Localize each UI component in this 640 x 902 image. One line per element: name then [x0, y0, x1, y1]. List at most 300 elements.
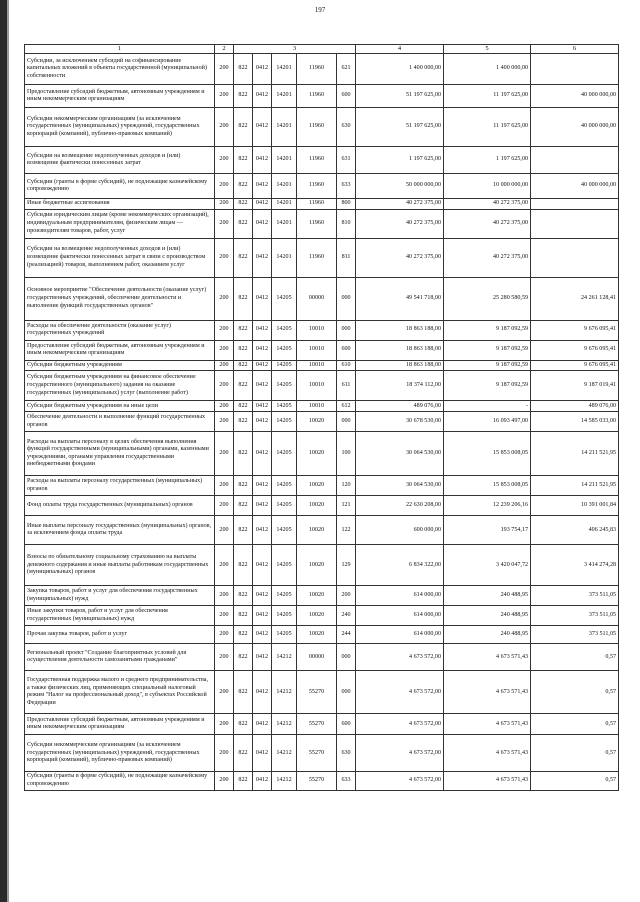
code-cell: 822	[234, 147, 253, 174]
code-cell: 822	[234, 108, 253, 147]
amount-cell: 16 093 497,00	[444, 412, 531, 432]
code-cell: 822	[234, 412, 253, 432]
code-cell: 200	[215, 340, 234, 360]
code-cell: 10010	[297, 371, 337, 401]
table-row	[25, 54, 619, 85]
code-cell: 822	[234, 320, 253, 340]
amount-cell: 40 272 375,00	[356, 199, 444, 210]
amount-cell: 614 000,00	[356, 586, 444, 606]
code-cell: 0412	[253, 340, 272, 360]
table-row	[25, 108, 619, 147]
header-cell: 2	[215, 45, 234, 54]
code-cell: 0412	[253, 735, 272, 772]
amount-cell: 240 488,95	[444, 586, 531, 606]
code-cell: 200	[215, 108, 234, 147]
amount-cell: 4 673 571,43	[444, 735, 531, 772]
code-cell: 0412	[253, 606, 272, 626]
code-cell: 822	[234, 626, 253, 644]
code-cell: 14201	[272, 108, 297, 147]
scan-edge	[0, 0, 7, 902]
code-cell: 00000	[297, 644, 337, 671]
code-cell: 200	[215, 320, 234, 340]
code-cell: 14201	[272, 199, 297, 210]
amount-cell: 240 488,95	[444, 626, 531, 644]
header-cell: 3	[234, 45, 356, 54]
amount-cell: 15 853 008,05	[444, 476, 531, 496]
table-row	[25, 340, 619, 360]
code-cell: 200	[215, 714, 234, 735]
code-cell: 55270	[297, 772, 337, 790]
code-cell: 822	[234, 735, 253, 772]
code-cell: 0412	[253, 174, 272, 199]
code-cell: 0412	[253, 85, 272, 108]
code-cell: 122	[337, 516, 356, 545]
code-cell: 600	[337, 85, 356, 108]
code-cell: 10020	[297, 545, 337, 586]
amount-cell: 489 076,00	[531, 401, 619, 412]
code-cell: 0412	[253, 714, 272, 735]
amount-cell: 4 673 572,00	[356, 671, 444, 714]
table-row	[25, 147, 619, 174]
code-cell: 10020	[297, 432, 337, 476]
amount-cell: 24 261 128,41	[531, 277, 619, 320]
table-row	[25, 545, 619, 586]
code-cell: 10020	[297, 586, 337, 606]
amount-cell: 30 064 530,00	[356, 476, 444, 496]
code-cell: 10020	[297, 412, 337, 432]
code-cell: 822	[234, 209, 253, 238]
amount-cell: 0,57	[531, 671, 619, 714]
code-cell: 200	[215, 432, 234, 476]
code-cell: 10020	[297, 626, 337, 644]
amount-cell: 489 076,00	[356, 401, 444, 412]
row-name-cell: Предоставление субсидий бюджетным, автономным учреждениям и иным некоммерческим организациям	[25, 714, 215, 735]
code-cell: 200	[215, 277, 234, 320]
table-row	[25, 516, 619, 545]
amount-cell	[531, 209, 619, 238]
table-row	[25, 209, 619, 238]
amount-cell: 0,57	[531, 772, 619, 790]
code-cell: 200	[215, 147, 234, 174]
code-cell: 000	[337, 320, 356, 340]
code-cell: 11960	[297, 209, 337, 238]
amount-cell: 18 863 188,00	[356, 320, 444, 340]
amount-cell: 15 853 008,05	[444, 432, 531, 476]
table-row	[25, 174, 619, 199]
table-row	[25, 85, 619, 108]
code-cell: 0412	[253, 644, 272, 671]
amount-cell: 193 754,17	[444, 516, 531, 545]
code-cell: 631	[337, 147, 356, 174]
row-name-cell: Закупка товаров, работ и услуг для обеспечения государственных (муниципальных) нужд	[25, 586, 215, 606]
code-cell: 822	[234, 360, 253, 371]
amount-cell: 0,57	[531, 735, 619, 772]
row-name-cell: Субсидии бюджетным учреждениям на финансовое обеспечение государственного (муниципального) задания на оказание государственных (муниципальных) услуг (выполнение работ)	[25, 371, 215, 401]
code-cell: 000	[337, 412, 356, 432]
table-row	[25, 360, 619, 371]
code-cell: 200	[215, 586, 234, 606]
code-cell: 11960	[297, 54, 337, 85]
header-cell: 4	[356, 45, 444, 54]
code-cell: 10010	[297, 340, 337, 360]
amount-cell: 4 673 572,00	[356, 714, 444, 735]
amount-cell: 614 000,00	[356, 606, 444, 626]
row-name-cell: Расходы на выплаты персоналу государственных (муниципальных) органов	[25, 476, 215, 496]
code-cell: 0412	[253, 496, 272, 516]
code-cell: 14212	[272, 644, 297, 671]
row-name-cell: Расходы на выплаты персоналу в целях обеспечения выполнения функций государственными (муниципальными) органами, казенными учреждениями, органами управления государственными внебюджетными фондами	[25, 432, 215, 476]
code-cell: 14205	[272, 516, 297, 545]
code-cell: 0412	[253, 586, 272, 606]
amount-cell: 3 420 047,72	[444, 545, 531, 586]
code-cell: 200	[215, 209, 234, 238]
code-cell: 822	[234, 174, 253, 199]
code-cell: 121	[337, 496, 356, 516]
code-cell: 14205	[272, 586, 297, 606]
table-row	[25, 586, 619, 606]
amount-cell: 4 673 572,00	[356, 644, 444, 671]
amount-cell: 12 239 206,16	[444, 496, 531, 516]
code-cell: 200	[215, 360, 234, 371]
amount-cell: 0,57	[531, 714, 619, 735]
code-cell: 612	[337, 401, 356, 412]
code-cell: 129	[337, 545, 356, 586]
code-cell: 11960	[297, 85, 337, 108]
code-cell: 0412	[253, 320, 272, 340]
code-cell: 611	[337, 371, 356, 401]
code-cell: 00000	[297, 277, 337, 320]
amount-cell: 0,57	[531, 644, 619, 671]
table-row	[25, 671, 619, 714]
code-cell: 200	[215, 735, 234, 772]
table-row	[25, 714, 619, 735]
amount-cell: 4 673 571,43	[444, 671, 531, 714]
amount-cell: 373 511,05	[531, 586, 619, 606]
code-cell: 244	[337, 626, 356, 644]
code-cell: 200	[215, 54, 234, 85]
table-row	[25, 735, 619, 772]
amount-cell	[531, 238, 619, 277]
code-cell: 810	[337, 209, 356, 238]
code-cell: 600	[337, 340, 356, 360]
code-cell: 200	[215, 174, 234, 199]
amount-cell: 9 187 092,59	[444, 340, 531, 360]
amount-cell: 9 187 092,59	[444, 320, 531, 340]
scan-edge-shadow	[7, 0, 9, 902]
row-name-cell: Государственная поддержка малого и среднего предпринимательства, а также физических лиц, применяющих специальный налоговый режим "Налог на профессиональный доход", в субъектах Российской Федерации	[25, 671, 215, 714]
table-row	[25, 644, 619, 671]
amount-cell: 18 863 188,00	[356, 340, 444, 360]
row-name-cell: Субсидии некоммерческим организациям (за исключением государственных (муниципальных) учреждений, государственных корпораций (компаний), публично-правовых компаний)	[25, 108, 215, 147]
code-cell: 0412	[253, 147, 272, 174]
code-cell: 200	[215, 476, 234, 496]
code-cell: 200	[215, 671, 234, 714]
code-cell: 55270	[297, 671, 337, 714]
table-row	[25, 277, 619, 320]
code-cell: 822	[234, 199, 253, 210]
code-cell: 822	[234, 671, 253, 714]
amount-cell: 4 673 571,43	[444, 644, 531, 671]
table-row	[25, 401, 619, 412]
table-row	[25, 496, 619, 516]
amount-cell: 9 676 095,41	[531, 340, 619, 360]
code-cell: 14205	[272, 626, 297, 644]
code-cell: 630	[337, 108, 356, 147]
amount-cell: 1 400 000,00	[356, 54, 444, 85]
code-cell: 200	[215, 199, 234, 210]
code-cell: 14205	[272, 496, 297, 516]
amount-cell: 22 630 208,00	[356, 496, 444, 516]
amount-cell: 10 000 000,00	[444, 174, 531, 199]
header-cell: 5	[444, 45, 531, 54]
table-row	[25, 432, 619, 476]
header-row	[25, 45, 619, 54]
code-cell: 14205	[272, 476, 297, 496]
amount-cell: 614 000,00	[356, 626, 444, 644]
code-cell: 200	[215, 496, 234, 516]
table-row	[25, 412, 619, 432]
code-cell: 822	[234, 496, 253, 516]
amount-cell: 4 673 571,43	[444, 714, 531, 735]
code-cell: 14201	[272, 209, 297, 238]
code-cell: 200	[215, 238, 234, 277]
code-cell: 621	[337, 54, 356, 85]
code-cell: 610	[337, 360, 356, 371]
code-cell: 0412	[253, 401, 272, 412]
row-name-cell: Фонд оплаты труда государственных (муниципальных) органов	[25, 496, 215, 516]
amount-cell: 14 585 033,00	[531, 412, 619, 432]
code-cell: 000	[337, 644, 356, 671]
code-cell: 822	[234, 432, 253, 476]
row-name-cell: Субсидии (гранты в форме субсидий), не подлежащие казначейскому сопровождению	[25, 174, 215, 199]
amount-cell: 600 000,00	[356, 516, 444, 545]
amount-cell: 25 280 580,59	[444, 277, 531, 320]
code-cell: 811	[337, 238, 356, 277]
row-name-cell: Взносы по обязательному социальному страхованию на выплаты денежного содержания и иные выплаты работникам государственных (муниципальных) органов	[25, 545, 215, 586]
code-cell: 822	[234, 516, 253, 545]
code-cell: 822	[234, 644, 253, 671]
amount-cell: 9 187 019,41	[531, 371, 619, 401]
code-cell: 200	[215, 626, 234, 644]
row-name-cell: Иные бюджетные ассигнования	[25, 199, 215, 210]
amount-cell: 4 673 572,00	[356, 735, 444, 772]
code-cell: 10010	[297, 401, 337, 412]
amount-cell: 18 374 112,00	[356, 371, 444, 401]
code-cell: 0412	[253, 476, 272, 496]
code-cell: 14201	[272, 174, 297, 199]
table-row	[25, 606, 619, 626]
code-cell: 14205	[272, 606, 297, 626]
amount-cell: 40 272 375,00	[356, 238, 444, 277]
code-cell: 822	[234, 238, 253, 277]
code-cell: 11960	[297, 199, 337, 210]
code-cell: 200	[215, 401, 234, 412]
code-cell: 14205	[272, 320, 297, 340]
amount-cell: 51 197 625,00	[356, 108, 444, 147]
code-cell: 200	[215, 85, 234, 108]
code-cell: 14205	[272, 340, 297, 360]
code-cell: 11960	[297, 108, 337, 147]
amount-cell: 14 211 521,95	[531, 432, 619, 476]
amount-cell: 40 272 375,00	[356, 209, 444, 238]
code-cell: 0412	[253, 545, 272, 586]
code-cell: 200	[215, 545, 234, 586]
code-cell: 0412	[253, 772, 272, 790]
amount-cell: 373 511,05	[531, 626, 619, 644]
code-cell: 0412	[253, 432, 272, 476]
code-cell: 14205	[272, 432, 297, 476]
code-cell: 11960	[297, 174, 337, 199]
code-cell: 200	[215, 606, 234, 626]
code-cell: 822	[234, 606, 253, 626]
code-cell: 0412	[253, 238, 272, 277]
amount-cell	[531, 199, 619, 210]
amount-cell: 3 414 274,28	[531, 545, 619, 586]
row-name-cell: Расходы на обеспечение деятельности (оказание услуг) государственных учреждений	[25, 320, 215, 340]
row-name-cell: Иные закупки товаров, работ и услуг для обеспечения государственных (муниципальных) нужд	[25, 606, 215, 626]
code-cell: 822	[234, 340, 253, 360]
row-name-cell: Субсидии бюджетным учреждениям на иные цели	[25, 401, 215, 412]
code-cell: 11960	[297, 238, 337, 277]
code-cell: 822	[234, 586, 253, 606]
amount-cell: 40 272 375,00	[444, 199, 531, 210]
row-name-cell: Региональный проект "Создание благоприятных условий для осуществления деятельности самозанятыми гражданами"	[25, 644, 215, 671]
code-cell: 822	[234, 545, 253, 586]
amount-cell: 40 000 000,00	[531, 85, 619, 108]
header-cell: 1	[25, 45, 215, 54]
table-row	[25, 238, 619, 277]
code-cell: 800	[337, 199, 356, 210]
code-cell: 630	[337, 735, 356, 772]
code-cell: 200	[215, 412, 234, 432]
code-cell: 000	[337, 671, 356, 714]
code-cell: 200	[215, 644, 234, 671]
code-cell: 0412	[253, 108, 272, 147]
amount-cell: 40 000 000,00	[531, 108, 619, 147]
code-cell: 822	[234, 54, 253, 85]
row-name-cell: Предоставление субсидий бюджетным, автономным учреждениям и иным некоммерческим организациям	[25, 85, 215, 108]
code-cell: 0412	[253, 199, 272, 210]
code-cell: 0412	[253, 626, 272, 644]
code-cell: 10010	[297, 320, 337, 340]
amount-cell: 9 676 095,41	[531, 360, 619, 371]
code-cell: 633	[337, 772, 356, 790]
code-cell: 200	[215, 516, 234, 545]
code-cell: 822	[234, 371, 253, 401]
row-name-cell: Предоставление субсидий бюджетным, автономным учреждениям и иным некоммерческим организациям	[25, 340, 215, 360]
code-cell: 240	[337, 606, 356, 626]
code-cell: 0412	[253, 54, 272, 85]
code-cell: 14205	[272, 277, 297, 320]
amount-cell: 9 676 095,41	[531, 320, 619, 340]
code-cell: 14212	[272, 714, 297, 735]
code-cell: 14205	[272, 412, 297, 432]
code-cell: 14205	[272, 371, 297, 401]
amount-cell: 30 064 530,00	[356, 432, 444, 476]
amount-cell: 373 511,05	[531, 606, 619, 626]
table-row	[25, 320, 619, 340]
row-name-cell: Субсидии юридическим лицам (кроме некоммерческих организаций), индивидуальным предпринимателям, физическим лицам — производителям товаров, работ, услуг	[25, 209, 215, 238]
amount-cell: -	[444, 401, 531, 412]
row-name-cell: Субсидии, за исключением субсидий на софинансирование капитальных вложений в объекты государственной (муниципальной) собственности	[25, 54, 215, 85]
page-number: 197	[314, 6, 326, 14]
table-row	[25, 199, 619, 210]
amount-cell: 30 678 530,00	[356, 412, 444, 432]
row-name-cell: Субсидии на возмещение недополученных доходов и (или) возмещение фактически понесенных затрат в связи с производством (реализацией) товаров, выполнением работ, оказанием услуг	[25, 238, 215, 277]
code-cell: 0412	[253, 671, 272, 714]
amount-cell: 18 863 188,00	[356, 360, 444, 371]
amount-cell: 40 272 375,00	[444, 238, 531, 277]
code-cell: 200	[215, 772, 234, 790]
header-cell: 6	[531, 45, 619, 54]
code-cell: 822	[234, 401, 253, 412]
amount-cell: 14 211 521,95	[531, 476, 619, 496]
table-row	[25, 371, 619, 401]
amount-cell: 1 400 000,00	[444, 54, 531, 85]
code-cell: 14212	[272, 671, 297, 714]
code-cell: 822	[234, 714, 253, 735]
code-cell: 120	[337, 476, 356, 496]
amount-cell: 1 197 625,00	[356, 147, 444, 174]
amount-cell	[531, 54, 619, 85]
amount-cell: 51 197 625,00	[356, 85, 444, 108]
code-cell: 0412	[253, 277, 272, 320]
amount-cell	[531, 147, 619, 174]
row-name-cell: Субсидии (гранты в форме субсидий), не подлежащие казначейскому сопровождению	[25, 772, 215, 790]
code-cell: 14201	[272, 147, 297, 174]
code-cell: 200	[215, 371, 234, 401]
code-cell: 000	[337, 277, 356, 320]
row-name-cell: Субсидии некоммерческим организациям (за исключением государственных (муниципальных) учреждений, государственных корпораций (компаний), публично-правовых компаний)	[25, 735, 215, 772]
code-cell: 14205	[272, 401, 297, 412]
table-row	[25, 772, 619, 790]
row-name-cell: Основное мероприятие "Обеспечение деятельности (оказание услуг) государственных учреждений, обеспечение деятельности и выполнение функций государственных органов"	[25, 277, 215, 320]
code-cell: 822	[234, 277, 253, 320]
amount-cell: 10 391 001,84	[531, 496, 619, 516]
code-cell: 0412	[253, 209, 272, 238]
row-name-cell: Прочая закупка товаров, работ и услуг	[25, 626, 215, 644]
row-name-cell: Субсидии на возмещение недополученных доходов и (или) возмещение фактически понесенных затрат	[25, 147, 215, 174]
amount-cell: 9 187 092,59	[444, 360, 531, 371]
code-cell: 10020	[297, 516, 337, 545]
amount-cell: 11 197 625,00	[444, 85, 531, 108]
code-cell: 100	[337, 432, 356, 476]
code-cell: 55270	[297, 735, 337, 772]
code-cell: 14201	[272, 238, 297, 277]
code-cell: 600	[337, 714, 356, 735]
code-cell: 14201	[272, 85, 297, 108]
amount-cell: 6 834 322,00	[356, 545, 444, 586]
row-name-cell: Иные выплаты персоналу государственных (муниципальных) органов, за исключением фонда оплаты труда	[25, 516, 215, 545]
code-cell: 10020	[297, 476, 337, 496]
code-cell: 0412	[253, 371, 272, 401]
code-cell: 0412	[253, 360, 272, 371]
code-cell: 10020	[297, 496, 337, 516]
amount-cell: 4 673 572,00	[356, 772, 444, 790]
amount-cell: 49 541 718,00	[356, 277, 444, 320]
amount-cell: 50 000 000,00	[356, 174, 444, 199]
code-cell: 822	[234, 476, 253, 496]
amount-cell: 406 245,83	[531, 516, 619, 545]
row-name-cell: Обеспечение деятельности и выполнение функций государственных органов	[25, 412, 215, 432]
amount-cell: 1 197 625,00	[444, 147, 531, 174]
code-cell: 10010	[297, 360, 337, 371]
code-cell: 822	[234, 772, 253, 790]
amount-cell: 40 000 000,00	[531, 174, 619, 199]
budget-table	[24, 44, 619, 791]
code-cell: 0412	[253, 412, 272, 432]
code-cell: 14205	[272, 545, 297, 586]
